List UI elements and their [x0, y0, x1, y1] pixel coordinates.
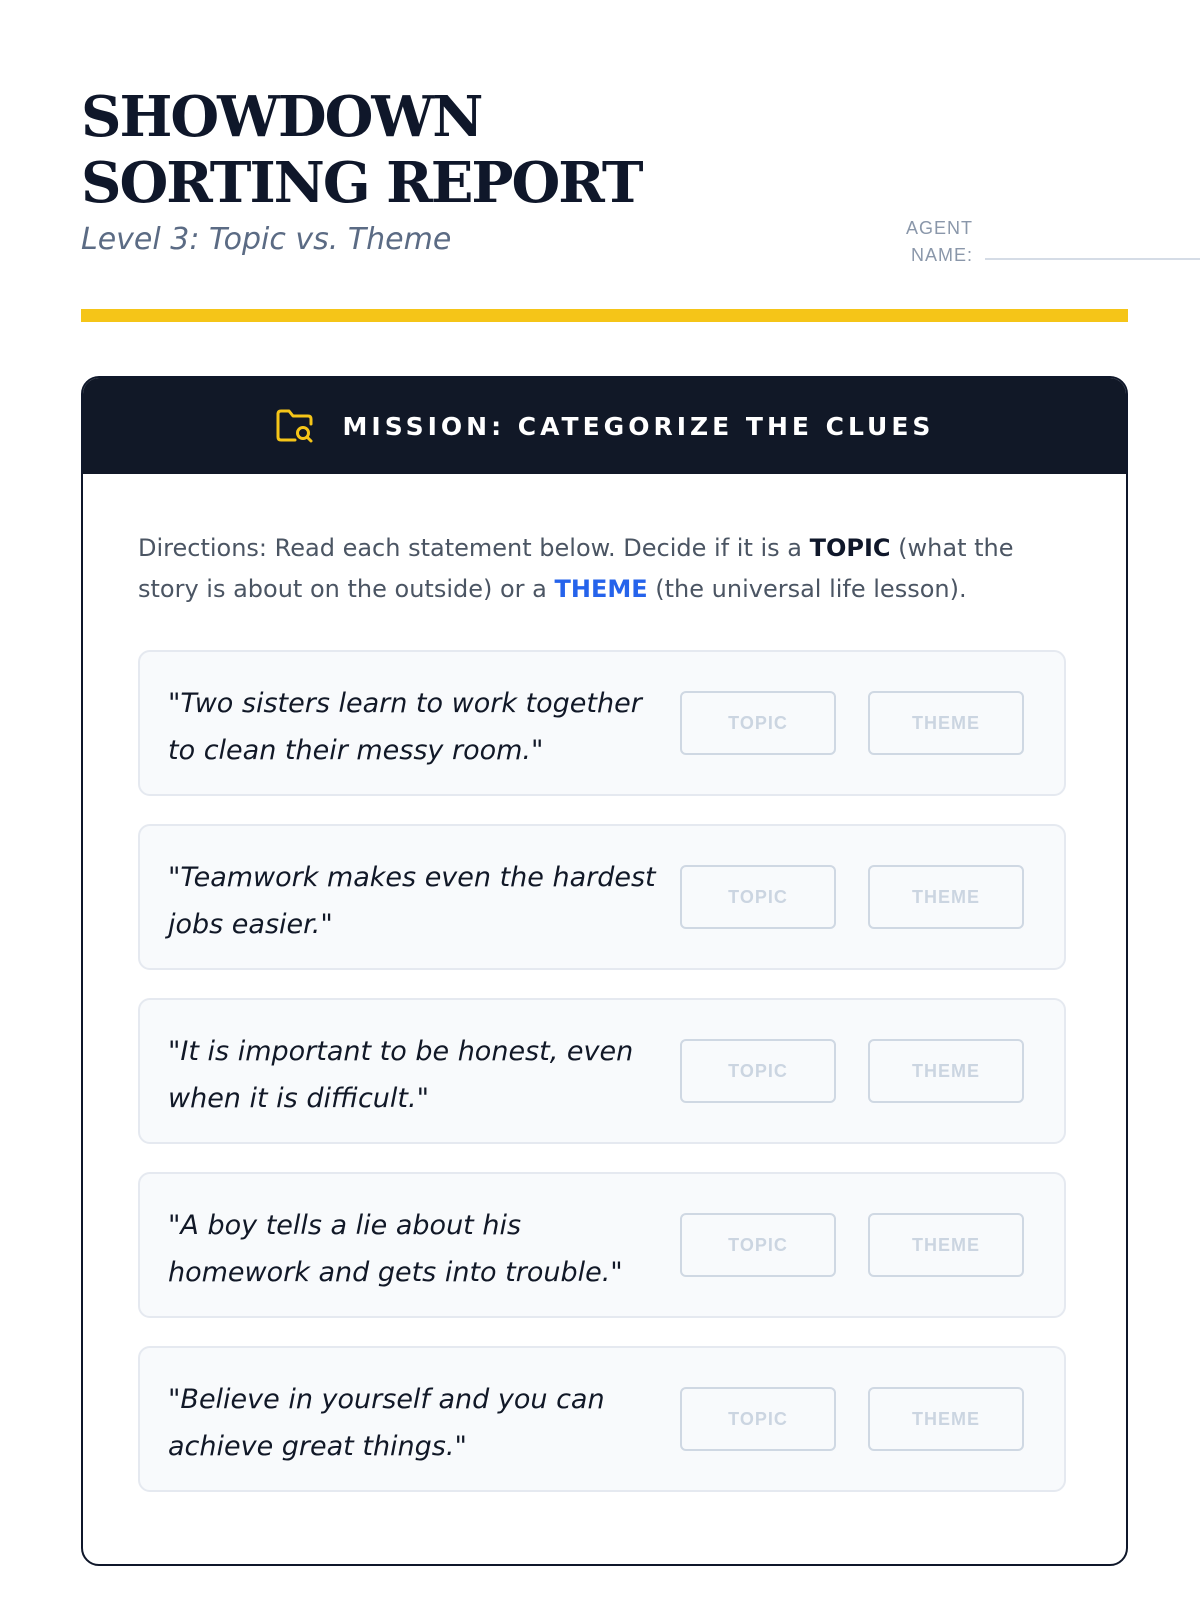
theme-button[interactable]: THEME: [868, 1039, 1024, 1103]
topic-button[interactable]: TOPIC: [680, 1387, 836, 1451]
theme-keyword: THEME: [554, 575, 648, 603]
header-divider: [81, 309, 1128, 322]
clue-statement: "Believe in yourself and you can achieve great things.": [168, 1384, 605, 1462]
theme-button[interactable]: THEME: [868, 1213, 1024, 1277]
clue-statement: "It is important to be honest, even when it is difficult.": [168, 1036, 634, 1114]
clue-card: [138, 824, 1066, 970]
mission-title: MISSION: CATEGORIZE THE CLUES: [342, 411, 935, 441]
clue-list: [138, 650, 1070, 1520]
clue-card: [138, 998, 1066, 1144]
topic-button[interactable]: TOPIC: [680, 865, 836, 929]
agent-name-field: [811, 215, 1200, 269]
topic-button[interactable]: TOPIC: [680, 691, 836, 755]
directions-text: Directions: Read each statement below. Decide if it is a TOPIC (what the story is about on the outside) or a THEME (the universal life lesson).: [138, 534, 1014, 603]
report-header: [81, 0, 1128, 322]
theme-button[interactable]: THEME: [868, 691, 1024, 755]
topic-keyword: TOPIC: [809, 534, 891, 562]
folder-search-icon: [275, 408, 315, 444]
theme-button[interactable]: THEME: [868, 1387, 1024, 1451]
agent-name-input-line[interactable]: [985, 258, 1200, 260]
clue-card: [138, 650, 1066, 796]
topic-button[interactable]: TOPIC: [680, 1213, 836, 1277]
agent-name-label: AGENT NAME:: [905, 218, 973, 265]
page-subtitle: Level 3: Topic vs. Theme: [81, 222, 452, 257]
clue-statement: "A boy tells a lie about his homework and gets into trouble.": [168, 1210, 623, 1288]
clue-card: [138, 1346, 1066, 1492]
clue-statement: "Two sisters learn to work together to clean their messy room.": [168, 688, 642, 766]
topic-button[interactable]: TOPIC: [680, 1039, 836, 1103]
clue-card: [138, 1172, 1066, 1318]
page-title: SHOWDOWN SORTING REPORT: [81, 84, 642, 216]
mission-card: [81, 376, 1128, 1566]
theme-button[interactable]: THEME: [868, 865, 1024, 929]
clue-statement: "Teamwork makes even the hardest jobs easier.": [168, 862, 656, 940]
worksheet-page: [81, 0, 1128, 1462]
mission-header: [83, 378, 1126, 474]
